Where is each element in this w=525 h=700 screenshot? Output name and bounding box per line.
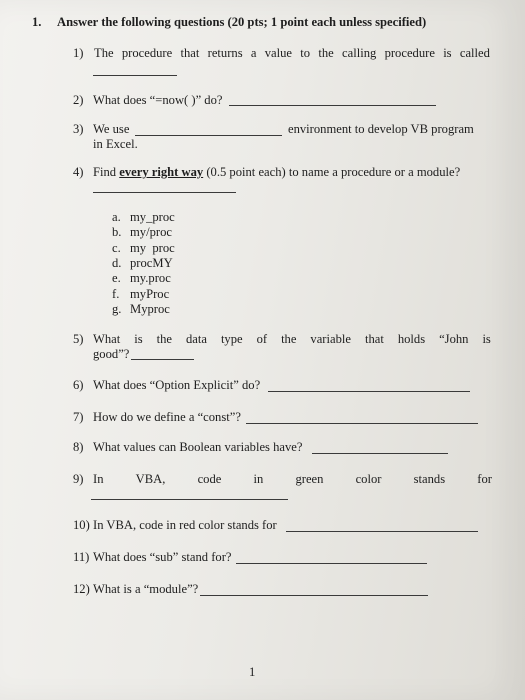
question-4-text [93, 165, 460, 180]
word: calling [342, 46, 377, 60]
question-number: 5) [73, 332, 84, 346]
question-9-text [93, 472, 492, 487]
question-number: 7) [73, 410, 84, 424]
question-6-text: What does “Option Explicit” do? [93, 378, 261, 392]
question-number: 12) [73, 582, 90, 596]
word: data [185, 332, 207, 346]
word: is [482, 332, 491, 346]
option-text: myProc [130, 286, 170, 301]
word: What [93, 332, 121, 346]
question-number: 4) [73, 165, 84, 179]
question-number: 8) [73, 440, 84, 454]
question-4-lead: Find [93, 165, 120, 179]
option-text: procMY [130, 255, 173, 270]
word: returns [207, 46, 243, 60]
word: VBA, [135, 472, 166, 486]
word: holds [397, 332, 426, 346]
answer-line-2[interactable] [229, 105, 436, 106]
word: for [477, 472, 492, 486]
question-number: 1) [73, 46, 84, 60]
question-3-text: We use [93, 122, 130, 136]
word: value [264, 46, 293, 60]
question-12-text: What is a “module”? [93, 582, 199, 596]
answer-line-1[interactable] [93, 75, 177, 76]
question-4-emphasis: every right way [119, 165, 204, 179]
option-text: my/proc [130, 225, 172, 240]
option-text: my.proc [130, 271, 171, 286]
option-letter: e. [112, 271, 121, 286]
word: procedure [121, 46, 173, 60]
option-text: my_proc [130, 210, 175, 224]
question-number: 6) [73, 378, 84, 392]
word: a [250, 46, 257, 60]
option-text: Myproc [130, 301, 170, 316]
word: color [355, 472, 382, 486]
word: stands [413, 472, 446, 486]
word: The [94, 46, 114, 60]
section-heading: Answer the following questions (20 pts; 1 point each unless specified) [57, 15, 427, 29]
question-4-rest: (0.5 point each) to name a procedure or a module? [203, 165, 461, 179]
word: the [281, 332, 297, 346]
option-letter: b. [112, 225, 122, 240]
question-number: 11) [73, 550, 90, 564]
word: green [295, 472, 324, 486]
question-3-text-cont: environment to develop VB program [288, 122, 474, 136]
answer-line-10[interactable] [286, 531, 478, 532]
answer-line-3[interactable] [135, 135, 282, 136]
question-7-text: How do we define a “const”? [93, 410, 241, 424]
word: in [253, 472, 264, 486]
word: code [197, 472, 222, 486]
word: type [220, 332, 243, 346]
answer-line-4[interactable] [93, 192, 236, 193]
answer-line-8[interactable] [312, 453, 448, 454]
answer-line-9[interactable] [91, 499, 288, 500]
option-letter: f. [112, 286, 120, 301]
answer-line-5[interactable] [131, 359, 194, 360]
question-10-text: In VBA, code in red color stands for [93, 518, 277, 532]
option-text: my proc [130, 240, 175, 255]
question-number: 10) [73, 518, 90, 532]
word: is [134, 332, 143, 346]
word: called [459, 46, 490, 60]
word: the [156, 332, 173, 346]
word: that [364, 332, 384, 346]
word: procedure [384, 46, 435, 60]
question-5-text [93, 332, 491, 347]
word: of [256, 332, 268, 346]
question-3-text-line2: in Excel. [93, 137, 138, 151]
section-number: 1. [32, 15, 42, 29]
word: is [443, 46, 452, 60]
option-letter: c. [112, 240, 121, 255]
option-letter: d. [112, 255, 122, 270]
word: the [318, 46, 334, 60]
question-5-text-line2: good”? [93, 347, 130, 361]
question-number: 3) [73, 122, 84, 136]
answer-line-11[interactable] [236, 563, 427, 564]
question-8-text: What values can Boolean variables have? [93, 440, 303, 454]
question-1-text [94, 46, 490, 61]
answer-line-12[interactable] [200, 595, 428, 596]
question-number: 2) [73, 93, 84, 107]
question-2-text: What does “=now( )” do? [93, 93, 223, 107]
answer-line-7[interactable] [246, 423, 478, 424]
option-letter: g. [112, 301, 122, 316]
answer-line-6[interactable] [268, 391, 470, 392]
word: to [300, 46, 311, 60]
question-11-text: What does “sub” stand for? [93, 550, 232, 564]
word: variable [310, 332, 351, 346]
word: In [93, 472, 104, 486]
word: “John [439, 332, 469, 346]
question-number: 9) [73, 472, 84, 486]
option-letter: a. [112, 210, 121, 224]
page-number: 1 [249, 665, 256, 679]
word: that [180, 46, 200, 60]
